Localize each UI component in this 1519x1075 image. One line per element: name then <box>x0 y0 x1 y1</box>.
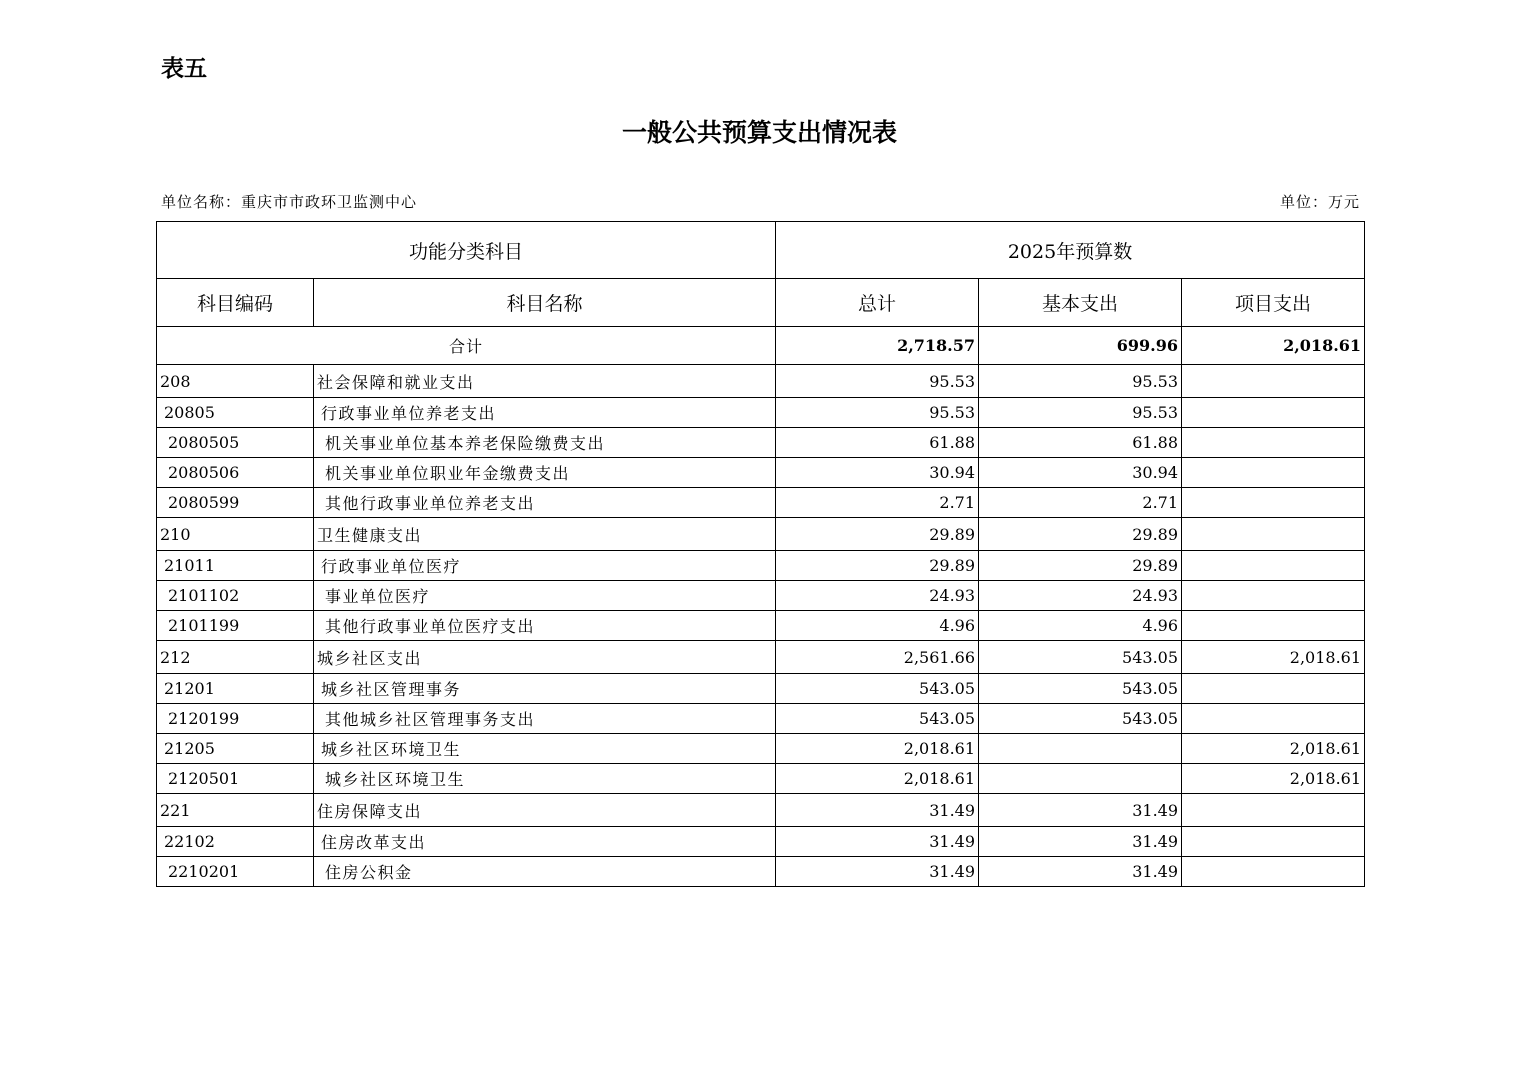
row-project <box>1182 488 1365 518</box>
row-name: 行政事业单位医疗 <box>314 551 776 581</box>
row-name: 社会保障和就业支出 <box>314 365 776 398</box>
row-project <box>1182 398 1365 428</box>
column-group-category: 功能分类科目 <box>157 222 776 279</box>
row-project: 2,018.61 <box>1182 641 1365 674</box>
row-total: 2,018.61 <box>776 764 979 794</box>
row-project <box>1182 611 1365 641</box>
table-row <box>157 365 1365 398</box>
row-basic: 95.53 <box>979 398 1182 428</box>
row-name: 城乡社区环境卫生 <box>314 764 776 794</box>
row-name: 城乡社区环境卫生 <box>314 734 776 764</box>
total-basic: 699.96 <box>979 327 1182 365</box>
column-project: 项目支出 <box>1182 279 1365 327</box>
row-code: 2120501 <box>157 764 314 794</box>
row-project <box>1182 428 1365 458</box>
row-project <box>1182 458 1365 488</box>
row-total: 31.49 <box>776 794 979 827</box>
row-project <box>1182 365 1365 398</box>
table-row <box>157 488 1365 518</box>
row-total: 31.49 <box>776 827 979 857</box>
table-row <box>157 794 1365 827</box>
column-group-budget: 2025年预算数 <box>776 222 1365 279</box>
table-row <box>157 428 1365 458</box>
column-basic: 基本支出 <box>979 279 1182 327</box>
table-row <box>157 827 1365 857</box>
row-total: 2,018.61 <box>776 734 979 764</box>
row-basic <box>979 764 1182 794</box>
table-row <box>157 764 1365 794</box>
row-basic: 543.05 <box>979 704 1182 734</box>
row-project <box>1182 674 1365 704</box>
row-basic: 31.49 <box>979 794 1182 827</box>
total-project: 2,018.61 <box>1182 327 1365 365</box>
table-row <box>157 581 1365 611</box>
row-total: 61.88 <box>776 428 979 458</box>
row-total: 2,561.66 <box>776 641 979 674</box>
row-name: 住房改革支出 <box>314 827 776 857</box>
row-name: 住房公积金 <box>314 857 776 887</box>
table-body <box>157 327 1365 887</box>
row-code: 2080505 <box>157 428 314 458</box>
row-project <box>1182 827 1365 857</box>
page-title: 一般公共预算支出情况表 <box>621 118 897 147</box>
meta-row <box>161 191 1360 213</box>
row-basic: 29.89 <box>979 518 1182 551</box>
table-row <box>157 704 1365 734</box>
row-total: 543.05 <box>776 674 979 704</box>
row-name: 住房保障支出 <box>314 794 776 827</box>
row-code: 22102 <box>157 827 314 857</box>
row-code: 210 <box>157 518 314 551</box>
row-code: 221 <box>157 794 314 827</box>
row-total: 31.49 <box>776 857 979 887</box>
row-code: 212 <box>157 641 314 674</box>
row-total: 543.05 <box>776 704 979 734</box>
row-total: 4.96 <box>776 611 979 641</box>
row-total: 2.71 <box>776 488 979 518</box>
row-name: 其他行政事业单位养老支出 <box>314 488 776 518</box>
row-code: 2120199 <box>157 704 314 734</box>
row-basic: 543.05 <box>979 641 1182 674</box>
table-row <box>157 641 1365 674</box>
column-name: 科目名称 <box>314 279 776 327</box>
row-code: 21011 <box>157 551 314 581</box>
budget-table <box>156 221 1365 887</box>
row-project <box>1182 551 1365 581</box>
header-row-group <box>157 222 1365 279</box>
row-code: 21201 <box>157 674 314 704</box>
row-total: 24.93 <box>776 581 979 611</box>
row-basic: 29.89 <box>979 551 1182 581</box>
table-label: 表五 <box>161 56 207 82</box>
row-code: 2101102 <box>157 581 314 611</box>
table-row <box>157 857 1365 887</box>
row-project <box>1182 518 1365 551</box>
row-basic: 2.71 <box>979 488 1182 518</box>
row-basic: 95.53 <box>979 365 1182 398</box>
row-name: 卫生健康支出 <box>314 518 776 551</box>
table-row <box>157 458 1365 488</box>
table-row <box>157 611 1365 641</box>
table-row <box>157 518 1365 551</box>
row-name: 机关事业单位职业年金缴费支出 <box>314 458 776 488</box>
row-project <box>1182 581 1365 611</box>
row-code: 208 <box>157 365 314 398</box>
table-row <box>157 674 1365 704</box>
row-code: 2080599 <box>157 488 314 518</box>
row-name: 其他城乡社区管理事务支出 <box>314 704 776 734</box>
row-total: 30.94 <box>776 458 979 488</box>
total-label: 合计 <box>157 327 776 365</box>
row-name: 事业单位医疗 <box>314 581 776 611</box>
row-project: 2,018.61 <box>1182 764 1365 794</box>
row-total: 95.53 <box>776 398 979 428</box>
column-code: 科目编码 <box>157 279 314 327</box>
row-code: 2080506 <box>157 458 314 488</box>
total-row <box>157 327 1365 365</box>
table-row <box>157 398 1365 428</box>
row-total: 95.53 <box>776 365 979 398</box>
row-project <box>1182 857 1365 887</box>
row-total: 29.89 <box>776 518 979 551</box>
row-name: 城乡社区管理事务 <box>314 674 776 704</box>
table-row <box>157 734 1365 764</box>
unit-label: 单位：万元 <box>1279 193 1360 211</box>
row-basic: 61.88 <box>979 428 1182 458</box>
row-name: 城乡社区支出 <box>314 641 776 674</box>
row-basic: 543.05 <box>979 674 1182 704</box>
row-code: 20805 <box>157 398 314 428</box>
total-total: 2,718.57 <box>776 327 979 365</box>
row-project <box>1182 794 1365 827</box>
row-project <box>1182 704 1365 734</box>
row-code: 21205 <box>157 734 314 764</box>
row-basic: 31.49 <box>979 827 1182 857</box>
row-name: 其他行政事业单位医疗支出 <box>314 611 776 641</box>
unit-name-label: 单位名称：重庆市市政环卫监测中心 <box>161 193 418 211</box>
row-project: 2,018.61 <box>1182 734 1365 764</box>
header-row-columns <box>157 279 1365 327</box>
row-name: 机关事业单位基本养老保险缴费支出 <box>314 428 776 458</box>
row-code: 2101199 <box>157 611 314 641</box>
row-basic: 24.93 <box>979 581 1182 611</box>
row-total: 29.89 <box>776 551 979 581</box>
table-row <box>157 551 1365 581</box>
row-name: 行政事业单位养老支出 <box>314 398 776 428</box>
row-code: 2210201 <box>157 857 314 887</box>
column-total: 总计 <box>776 279 979 327</box>
row-basic: 4.96 <box>979 611 1182 641</box>
row-basic: 30.94 <box>979 458 1182 488</box>
row-basic: 31.49 <box>979 857 1182 887</box>
row-basic <box>979 734 1182 764</box>
